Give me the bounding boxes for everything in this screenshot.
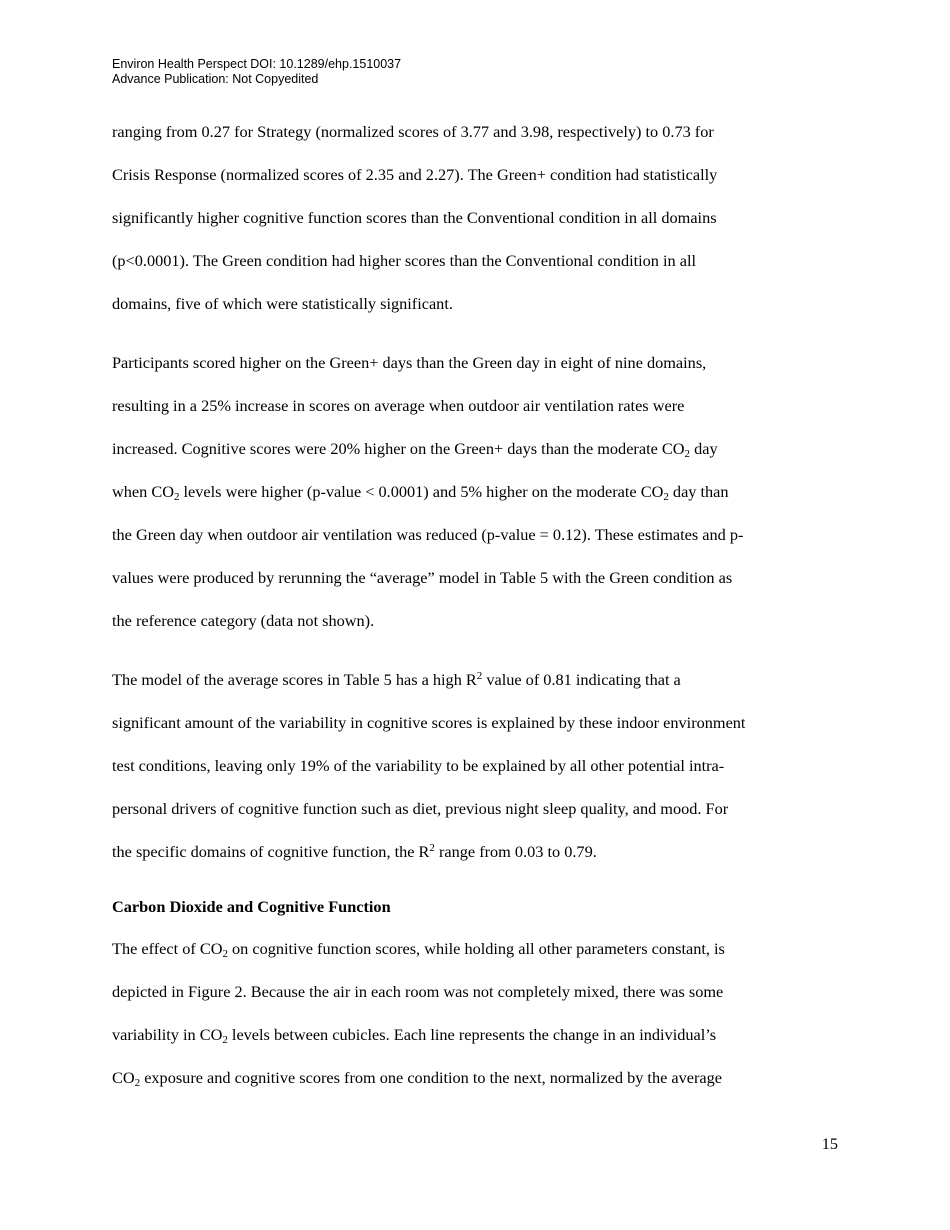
paragraph-domain-results: [112, 110, 842, 325]
text-segment: CO: [112, 1068, 135, 1087]
header-status: Advance Publication: Not Copyedited: [112, 71, 319, 86]
subscript: 2: [222, 1034, 228, 1046]
text-segment: the specific domains of cognitive function, the R: [112, 842, 430, 861]
text-line: [112, 1013, 842, 1056]
text-line: significantly higher cognitive function scores than the Conventional condition in all domains: [112, 208, 717, 227]
superscript: 2: [429, 842, 435, 854]
text-segment: levels were higher (p-value < 0.0001) and 5% higher on the moderate CO: [179, 482, 664, 501]
text-line: depicted in Figure 2. Because the air in each room was not completely mixed, there was some: [112, 982, 724, 1001]
text-segment: value of 0.81 indicating that a: [482, 670, 681, 689]
page-body: [112, 110, 842, 1099]
text-line: [112, 470, 842, 513]
text-segment: The effect of CO: [112, 939, 223, 958]
text-line: [112, 1056, 842, 1099]
text-line: (p<0.0001). The Green condition had higher scores than the Conventional condition in all: [112, 251, 697, 270]
text-line: domains, five of which were statistically significant.: [112, 294, 453, 313]
text-line: significant amount of the variability in cognitive scores is explained by these indoor environment: [112, 713, 746, 732]
text-line: [112, 830, 842, 873]
subscript: 2: [684, 448, 691, 460]
subscript: 2: [222, 948, 228, 960]
text-line: test conditions, leaving only 19% of the variability to be explained by all other potential intra-: [112, 756, 725, 775]
text-line: ranging from 0.27 for Strategy (normalized scores of 3.77 and 3.98, respectively) to 0.73 for: [112, 122, 714, 141]
text-segment: variability in CO: [112, 1025, 223, 1044]
text-segment: range from 0.03 to 0.79.: [434, 842, 597, 861]
text-line: the Green day when outdoor air ventilation was reduced (p-value = 0.12). These estimates and p-: [112, 525, 744, 544]
text-segment: day: [690, 439, 718, 458]
text-segment: increased. Cognitive scores were 20% higher on the Green+ days than the moderate CO: [112, 439, 685, 458]
text-line: personal drivers of cognitive function such as diet, previous night sleep quality, and mood. For: [112, 799, 729, 818]
text-line: [112, 427, 842, 470]
page-number: 15: [821, 1134, 838, 1153]
text-segment: levels between cubicles. Each line represents the change in an individual’s: [227, 1025, 717, 1044]
text-segment: day than: [668, 482, 729, 501]
subscript: 2: [173, 491, 180, 503]
running-header: [112, 57, 401, 86]
text-line: resulting in a 25% increase in scores on average when outdoor air ventilation rates were: [112, 396, 685, 415]
paragraph-green-plus-comparison: [112, 341, 842, 642]
paragraph-co2-effect: [112, 927, 842, 1099]
header-doi: Environ Health Perspect DOI: 10.1289/ehp.1510037: [112, 57, 402, 71]
text-segment: exposure and cognitive scores from one condition to the next, normalized by the average: [140, 1068, 722, 1087]
text-line: Participants scored higher on the Green+ days than the Green day in eight of nine domains,: [112, 353, 707, 372]
text-segment: when CO: [112, 482, 174, 501]
text-line: values were produced by rerunning the “average” model in Table 5 with the Green condition as: [112, 568, 733, 587]
text-line: the reference category (data not shown).: [112, 611, 375, 630]
subscript: 2: [134, 1077, 141, 1089]
text-segment: The model of the average scores in Table 5 has a high R: [112, 670, 477, 689]
superscript: 2: [476, 670, 483, 682]
section-heading: Carbon Dioxide and Cognitive Function: [112, 897, 391, 916]
text-line: [112, 927, 842, 970]
text-segment: on cognitive function scores, while holding all other parameters constant, is: [227, 939, 725, 958]
text-line: [112, 658, 842, 701]
subscript: 2: [663, 491, 669, 503]
text-line: Crisis Response (normalized scores of 2.35 and 2.27). The Green+ condition had statistically: [112, 165, 718, 184]
paragraph-model-r-squared: [112, 658, 842, 873]
